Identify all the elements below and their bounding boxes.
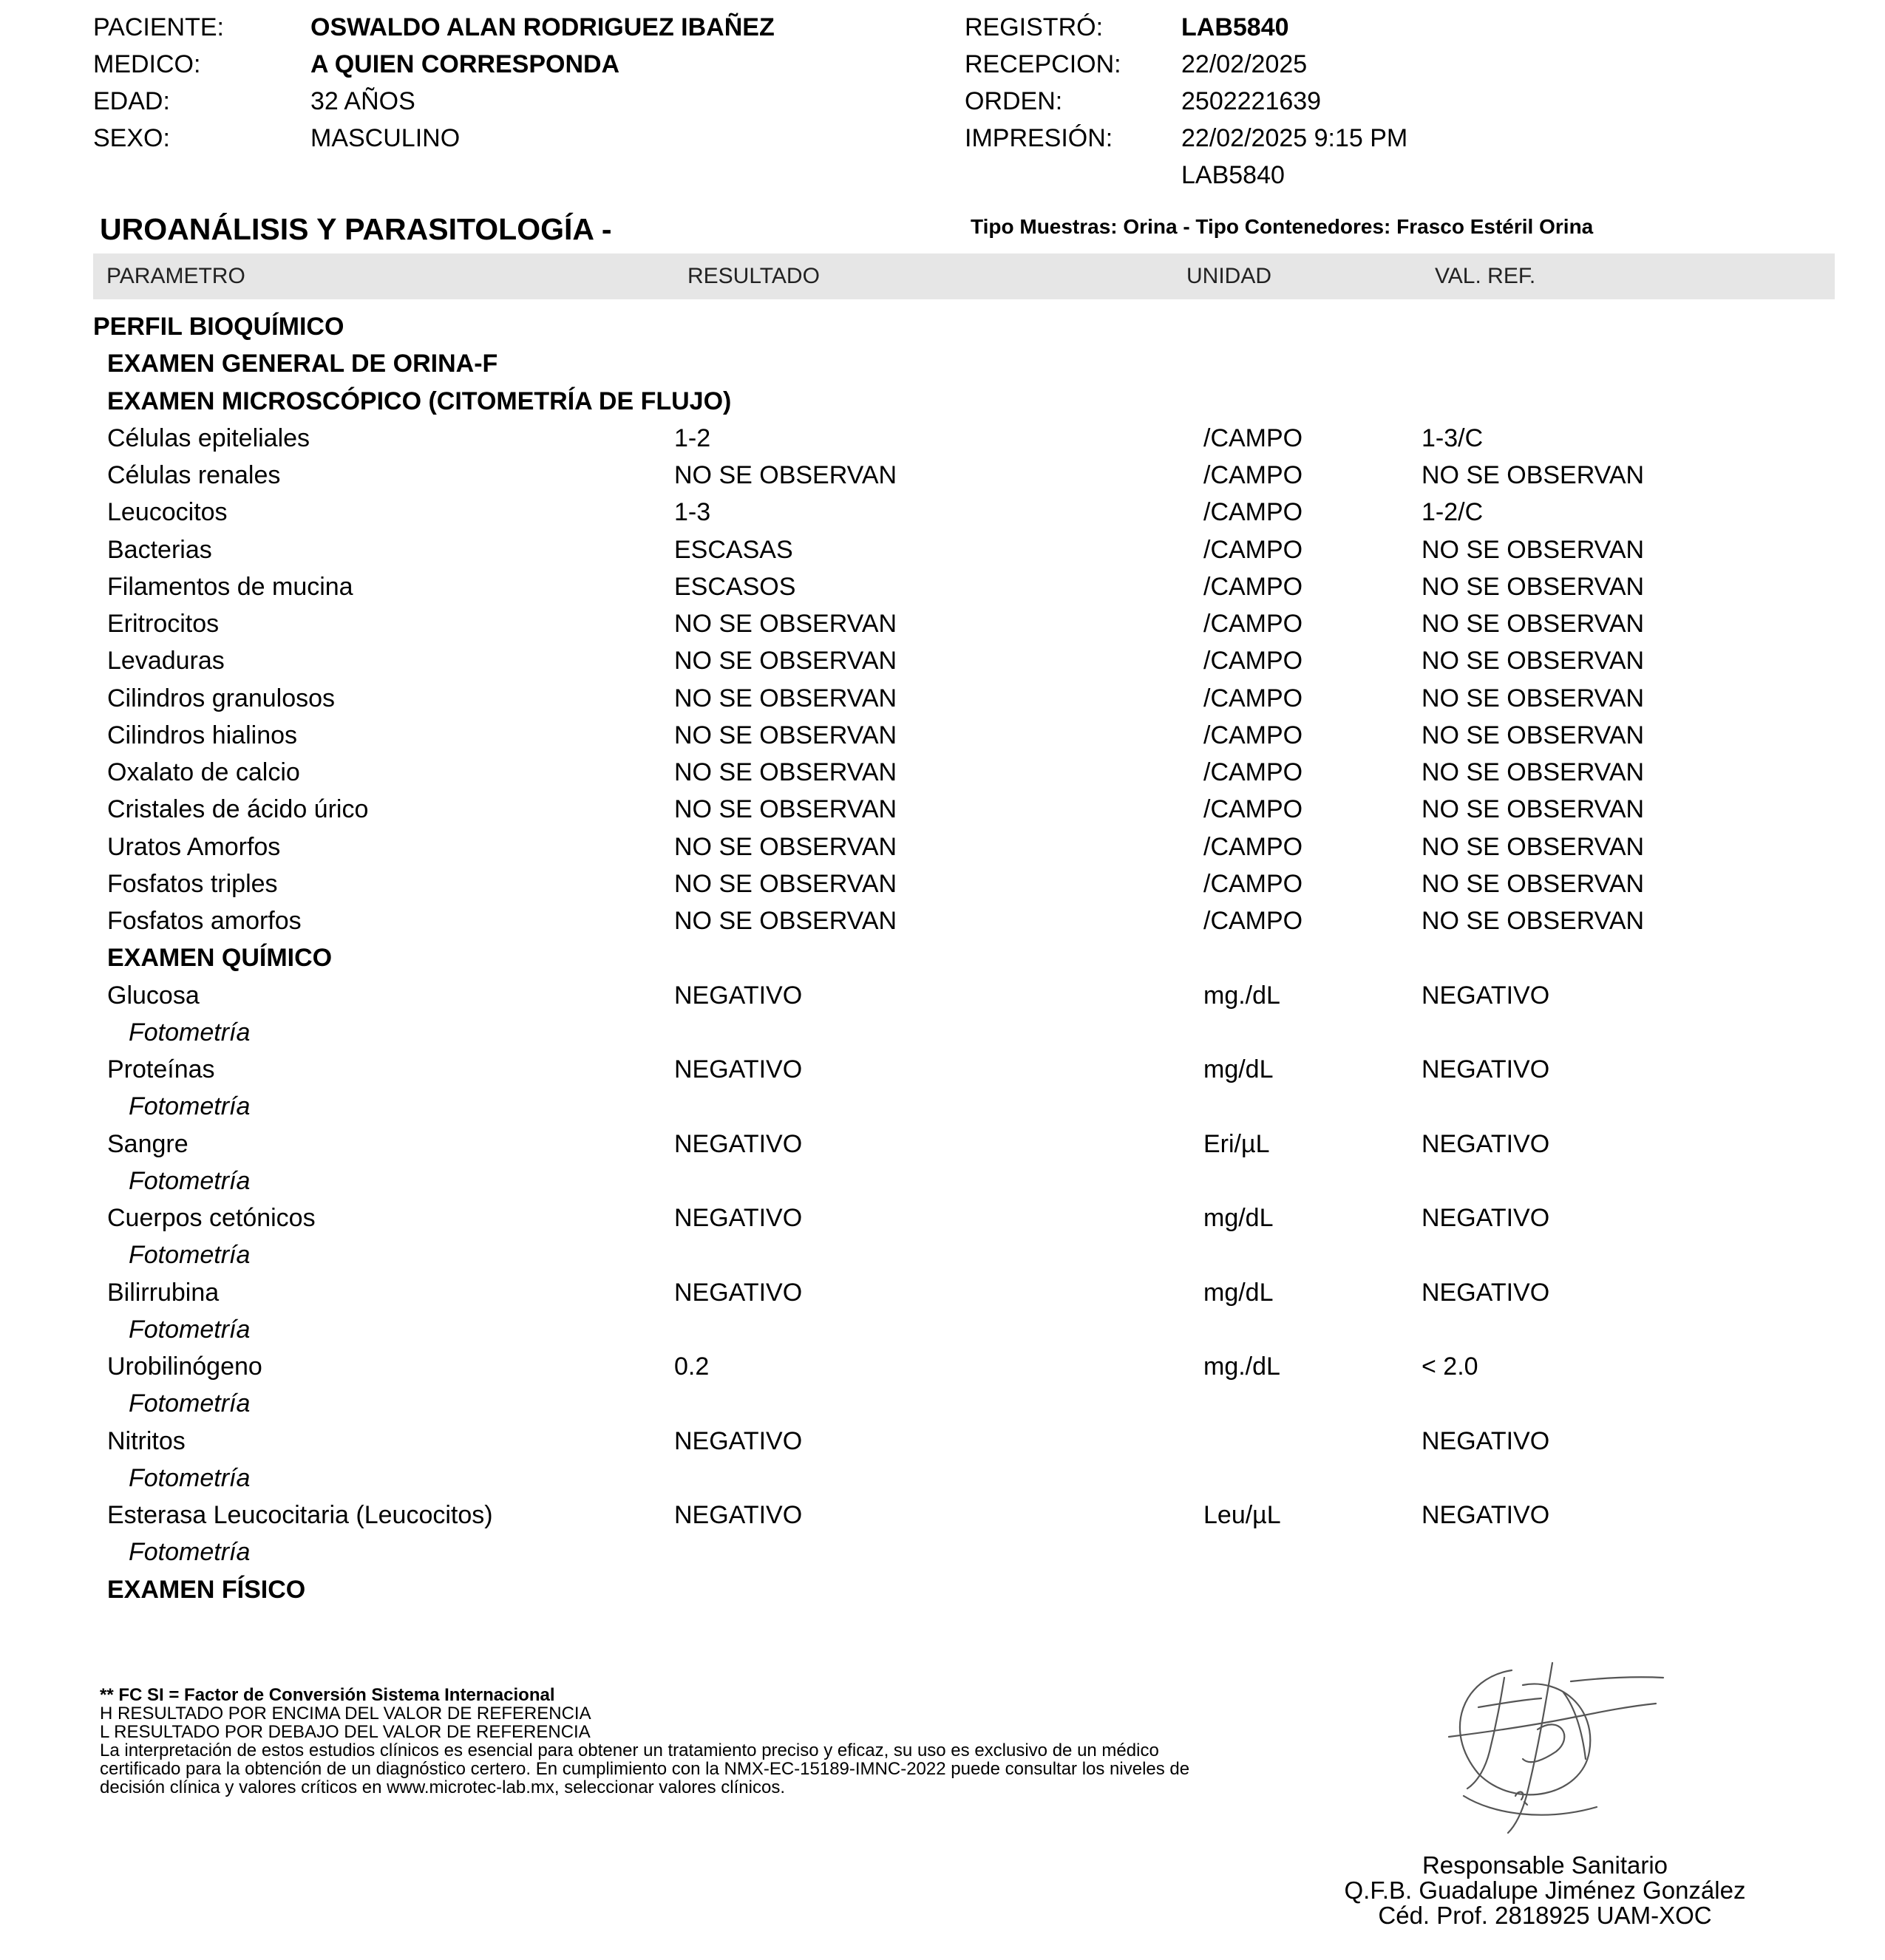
result-cell: NEGATIVO (674, 1278, 803, 1307)
method-row (0, 1015, 1885, 1052)
unit-cell: /CAMPO (1203, 610, 1303, 638)
unit-cell: mg/dL (1203, 1204, 1274, 1232)
result-cell: NO SE OBSERVAN (674, 832, 897, 861)
unit-cell: mg./dL (1203, 981, 1280, 1010)
method-label: Fotometría (129, 1538, 251, 1567)
unit-cell: /CAMPO (1203, 795, 1303, 824)
parameter-cell: Células epiteliales (107, 423, 310, 452)
parameter-cell: Bacterias (107, 535, 212, 564)
parameter-cell: Leucocitos (107, 498, 228, 527)
table-row (0, 1200, 1885, 1237)
table-row (0, 643, 1885, 680)
result-cell: NEGATIVO (674, 1129, 803, 1158)
result-cell: NO SE OBSERVAN (674, 758, 897, 786)
header-value: LAB5840 (1181, 13, 1289, 41)
column-header-unit: UNIDAD (1186, 264, 1272, 288)
result-cell: NEGATIVO (674, 1426, 803, 1455)
responsible-name: Q.F.B. Guadalupe Jiménez González (1344, 1876, 1746, 1904)
method-row (0, 1534, 1885, 1571)
parameter-cell: Uratos Amorfos (107, 832, 281, 861)
reference-cell: 1-2/C (1422, 498, 1484, 527)
reference-cell: NO SE OBSERVAN (1422, 795, 1645, 824)
method-row (0, 1089, 1885, 1126)
note-line: H RESULTADO POR ENCIMA DEL VALOR DE REFERENCIA (100, 1704, 591, 1723)
unit-cell: mg./dL (1203, 1352, 1280, 1381)
header-value: 2502221639 (1181, 87, 1322, 115)
group-heading (0, 384, 1885, 421)
table-row (0, 1052, 1885, 1089)
group-heading (0, 346, 1885, 383)
parameter-cell: Cuerpos cetónicos (107, 1204, 316, 1232)
table-row (0, 1349, 1885, 1386)
unit-cell: /CAMPO (1203, 869, 1303, 898)
result-cell: NO SE OBSERVAN (674, 610, 897, 638)
method-row (0, 1237, 1885, 1274)
group-title: EXAMEN MICROSCÓPICO (CITOMETRÍA DE FLUJO) (107, 387, 732, 415)
reference-cell: NO SE OBSERVAN (1422, 535, 1645, 564)
parameter-cell: Cilindros hialinos (107, 721, 298, 749)
unit-cell: /CAMPO (1203, 721, 1303, 749)
reference-cell: NEGATIVO (1422, 1204, 1550, 1232)
group-title: EXAMEN FÍSICO (107, 1575, 306, 1604)
method-row (0, 1386, 1885, 1423)
table-row (0, 421, 1885, 457)
header-label: PACIENTE: (93, 13, 224, 41)
group-heading (0, 1572, 1885, 1609)
reference-cell: NO SE OBSERVAN (1422, 572, 1645, 601)
handwritten-signature-icon (1434, 1648, 1671, 1840)
method-label: Fotometría (129, 1241, 251, 1270)
reference-cell: NO SE OBSERVAN (1422, 684, 1645, 712)
table-row (0, 1423, 1885, 1460)
responsible-title: Responsable Sanitario (1422, 1851, 1668, 1879)
header-value: OSWALDO ALAN RODRIGUEZ IBAÑEZ (310, 13, 775, 41)
table-row (0, 569, 1885, 606)
unit-cell: Eri/µL (1203, 1129, 1270, 1158)
result-cell: NEGATIVO (674, 1055, 803, 1083)
result-cell: ESCASAS (674, 535, 793, 564)
unit-cell: /CAMPO (1203, 535, 1303, 564)
parameter-cell: Levaduras (107, 647, 225, 676)
group-title: EXAMEN QUÍMICO (107, 944, 333, 973)
table-row (0, 1275, 1885, 1312)
responsible-signature-block (1257, 1853, 1833, 1928)
result-cell: 1-3 (674, 498, 711, 527)
method-label: Fotometría (129, 1463, 251, 1492)
unit-cell: Leu/µL (1203, 1501, 1281, 1529)
parameter-cell: Filamentos de mucina (107, 572, 353, 601)
table-row (0, 1497, 1885, 1534)
method-label: Fotometría (129, 1166, 251, 1195)
header-label: IMPRESIÓN: (965, 124, 1113, 152)
unit-cell: /CAMPO (1203, 758, 1303, 786)
reference-cell: NO SE OBSERVAN (1422, 647, 1645, 676)
table-row (0, 829, 1885, 866)
header-value: LAB5840 (1181, 161, 1285, 189)
parameter-cell: Células renales (107, 461, 281, 489)
method-label: Fotometría (129, 1315, 251, 1344)
method-row (0, 1163, 1885, 1200)
table-row (0, 903, 1885, 940)
table-row (0, 494, 1885, 531)
group-title: EXAMEN GENERAL DE ORINA-F (107, 350, 498, 378)
result-cell: 1-2 (674, 423, 711, 452)
header-value: 32 AÑOS (310, 87, 415, 115)
reference-cell: 1-3/C (1422, 423, 1484, 452)
reference-cell: NO SE OBSERVAN (1422, 832, 1645, 861)
parameter-cell: Esterasa Leucocitaria (Leucocitos) (107, 1501, 493, 1529)
header-value: A QUIEN CORRESPONDA (310, 50, 620, 78)
result-cell: NO SE OBSERVAN (674, 684, 897, 712)
parameter-cell: Cristales de ácido úrico (107, 795, 369, 824)
unit-cell: /CAMPO (1203, 832, 1303, 861)
table-row (0, 755, 1885, 792)
header-value: 22/02/2025 (1181, 50, 1308, 78)
parameter-cell: Glucosa (107, 981, 200, 1010)
unit-cell: mg/dL (1203, 1278, 1274, 1307)
unit-cell: /CAMPO (1203, 647, 1303, 676)
table-row (0, 1126, 1885, 1163)
reference-cell: NO SE OBSERVAN (1422, 758, 1645, 786)
result-cell: NO SE OBSERVAN (674, 907, 897, 935)
table-row (0, 718, 1885, 755)
reference-cell: NEGATIVO (1422, 1426, 1550, 1455)
unit-cell: mg/dL (1203, 1055, 1274, 1083)
table-row (0, 606, 1885, 643)
result-cell: NEGATIVO (674, 981, 803, 1010)
parameter-cell: Fosfatos amorfos (107, 907, 302, 935)
reference-cell: NO SE OBSERVAN (1422, 907, 1645, 935)
method-label: Fotometría (129, 1389, 251, 1418)
reference-cell: NEGATIVO (1422, 981, 1550, 1010)
parameter-cell: Sangre (107, 1129, 188, 1158)
parameter-cell: Urobilinógeno (107, 1352, 262, 1381)
unit-cell: /CAMPO (1203, 684, 1303, 712)
profile-title: PERFIL BIOQUÍMICO (93, 313, 344, 341)
parameter-cell: Oxalato de calcio (107, 758, 300, 786)
unit-cell: /CAMPO (1203, 423, 1303, 452)
column-header-parameter: PARAMETRO (106, 264, 245, 288)
footer-notes (100, 1686, 1283, 1797)
table-row (0, 792, 1885, 828)
unit-cell: /CAMPO (1203, 461, 1303, 489)
reference-cell: < 2.0 (1422, 1352, 1478, 1381)
header-value: MASCULINO (310, 124, 461, 152)
table-row (0, 457, 1885, 494)
result-cell: NO SE OBSERVAN (674, 721, 897, 749)
result-cell: NO SE OBSERVAN (674, 795, 897, 824)
result-cell: NO SE OBSERVAN (674, 869, 897, 898)
unit-cell: /CAMPO (1203, 907, 1303, 935)
reference-cell: NO SE OBSERVAN (1422, 610, 1645, 638)
result-cell: NO SE OBSERVAN (674, 461, 897, 489)
result-cell: ESCASOS (674, 572, 796, 601)
method-row (0, 1312, 1885, 1349)
reference-cell: NO SE OBSERVAN (1422, 869, 1645, 898)
reference-cell: NEGATIVO (1422, 1501, 1550, 1529)
profile-heading (0, 309, 1885, 346)
header-label: ORDEN: (965, 87, 1063, 115)
table-row (0, 978, 1885, 1015)
parameter-cell: Proteínas (107, 1055, 215, 1083)
result-cell: NO SE OBSERVAN (674, 647, 897, 676)
method-label: Fotometría (129, 1092, 251, 1121)
table-row (0, 866, 1885, 903)
column-header-reference: VAL. REF. (1435, 264, 1536, 288)
parameter-cell: Fosfatos triples (107, 869, 278, 898)
reference-cell: NEGATIVO (1422, 1129, 1550, 1158)
section-title: UROANÁLISIS Y PARASITOLOGÍA - (100, 212, 612, 246)
sample-info: Tipo Muestras: Orina - Tipo Contenedores: Frasco Estéril Orina (971, 215, 1594, 238)
parameter-cell: Bilirrubina (107, 1278, 220, 1307)
note-line: L RESULTADO POR DEBAJO DEL VALOR DE REFERENCIA (100, 1722, 591, 1742)
header-label: SEXO: (93, 124, 170, 152)
reference-cell: NO SE OBSERVAN (1422, 721, 1645, 749)
column-header-result: RESULTADO (687, 264, 820, 288)
reference-cell: NO SE OBSERVAN (1422, 461, 1645, 489)
group-heading (0, 940, 1885, 977)
parameter-cell: Cilindros granulosos (107, 684, 336, 712)
table-row (0, 681, 1885, 718)
header-label: EDAD: (93, 87, 170, 115)
result-cell: NEGATIVO (674, 1204, 803, 1232)
header-label: REGISTRÓ: (965, 13, 1104, 41)
unit-cell: /CAMPO (1203, 498, 1303, 527)
result-cell: 0.2 (674, 1352, 710, 1381)
note-line: decisión clínica y valores críticos en www.microtec-lab.mx, seleccionar valores clínicos. (100, 1777, 785, 1797)
reference-cell: NEGATIVO (1422, 1055, 1550, 1083)
method-row (0, 1460, 1885, 1497)
note-fc-si: ** FC SI = Factor de Conversión Sistema Internacional (100, 1685, 555, 1705)
responsible-license: Céd. Prof. 2818925 UAM-XOC (1378, 1902, 1712, 1929)
header-label: RECEPCION: (965, 50, 1121, 78)
result-cell: NEGATIVO (674, 1501, 803, 1529)
parameter-cell: Nitritos (107, 1426, 186, 1455)
note-line: La interpretación de estos estudios clínicos es esencial para obtener un tratamiento preciso y eficaz, su uso es exclusivo de un médico (100, 1740, 1159, 1760)
header-label: MEDICO: (93, 50, 201, 78)
parameter-cell: Eritrocitos (107, 610, 220, 638)
header-value: 22/02/2025 9:15 PM (1181, 124, 1408, 152)
unit-cell: /CAMPO (1203, 572, 1303, 601)
reference-cell: NEGATIVO (1422, 1278, 1550, 1307)
method-label: Fotometría (129, 1018, 251, 1047)
note-line: certificado para la obtención de un diagnóstico certero. En cumplimiento con la NMX-EC-15189-IMNC-2022 puede consultar los niveles de (100, 1759, 1190, 1779)
table-row (0, 532, 1885, 569)
